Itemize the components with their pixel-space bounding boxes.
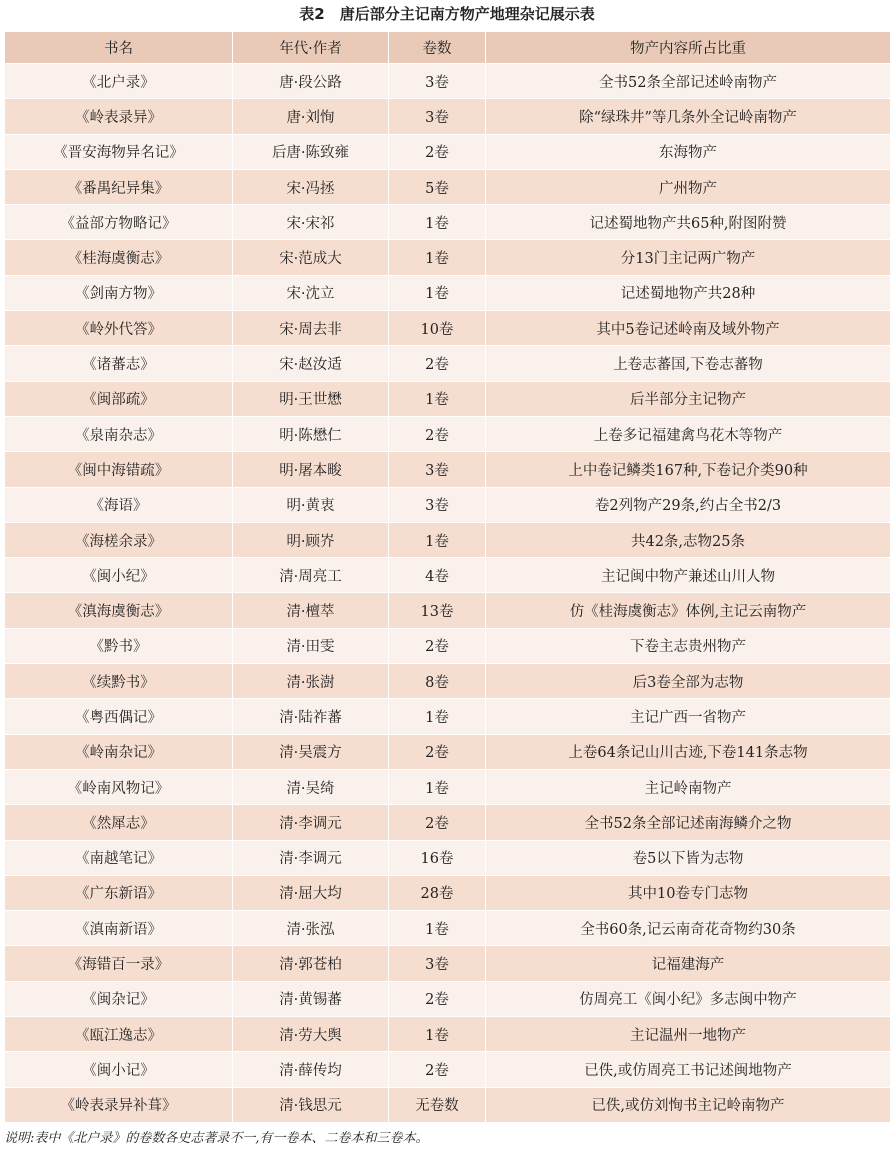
table-body [5, 64, 891, 1123]
book-title-cell: 《桂海虞衡志》 [5, 240, 233, 275]
table-row [5, 664, 891, 699]
header-book-title: 书名 [5, 32, 233, 64]
volumes-cell: 1卷 [389, 911, 486, 946]
table-row [5, 946, 891, 981]
table-row [5, 911, 891, 946]
book-title-cell: 《粤西偶记》 [5, 699, 233, 734]
era-author-cell: 唐·段公路 [233, 64, 389, 99]
volumes-cell: 2卷 [389, 734, 486, 769]
content-cell: 广州物产 [486, 169, 891, 204]
content-cell: 东海物产 [486, 134, 891, 169]
content-cell: 后3卷全部为志物 [486, 664, 891, 699]
table-row [5, 416, 891, 451]
content-cell: 上卷64条记山川古迹,下卷141条志物 [486, 734, 891, 769]
era-author-cell: 清·陆祚蕃 [233, 699, 389, 734]
book-title-cell: 《岭表录异》 [5, 99, 233, 134]
content-cell: 卷2列物产29条,约占全书2/3 [486, 487, 891, 522]
book-title-cell: 《黔书》 [5, 628, 233, 663]
table-row [5, 769, 891, 804]
era-author-cell: 清·吴震方 [233, 734, 389, 769]
volumes-cell: 无卷数 [389, 1087, 486, 1122]
era-author-cell: 清·李调元 [233, 840, 389, 875]
content-cell: 主记岭南物产 [486, 769, 891, 804]
content-cell: 全书60条,记云南奇花奇物约30条 [486, 911, 891, 946]
volumes-cell: 1卷 [389, 275, 486, 310]
era-author-cell: 宋·范成大 [233, 240, 389, 275]
products-table [4, 31, 891, 1123]
era-author-cell: 清·屈大均 [233, 875, 389, 910]
table-caption: 表2 唐后部分主记南方物产地理杂记展示表 [299, 5, 595, 23]
book-title-cell: 《闽杂记》 [5, 981, 233, 1016]
volumes-cell: 8卷 [389, 664, 486, 699]
content-cell: 共42条,志物25条 [486, 522, 891, 557]
book-title-cell: 《滇海虞衡志》 [5, 593, 233, 628]
book-title-cell: 《岭南杂记》 [5, 734, 233, 769]
era-author-cell: 清·田雯 [233, 628, 389, 663]
book-title-cell: 《岭外代答》 [5, 311, 233, 346]
book-title-cell: 《瓯江逸志》 [5, 1017, 233, 1052]
content-cell: 后半部分主记物产 [486, 381, 891, 416]
table-row [5, 875, 891, 910]
era-author-cell: 明·屠本畯 [233, 452, 389, 487]
era-author-cell: 清·周亮工 [233, 558, 389, 593]
volumes-cell: 3卷 [389, 487, 486, 522]
volumes-cell: 2卷 [389, 981, 486, 1016]
table-row [5, 134, 891, 169]
header-content-ratio: 物产内容所占比重 [486, 32, 891, 64]
table-row [5, 452, 891, 487]
era-author-cell: 清·李调元 [233, 805, 389, 840]
table-row [5, 1087, 891, 1122]
volumes-cell: 13卷 [389, 593, 486, 628]
header-volumes: 卷数 [389, 32, 486, 64]
content-cell: 其中5卷记述岭南及域外物产 [486, 311, 891, 346]
volumes-cell: 4卷 [389, 558, 486, 593]
volumes-cell: 1卷 [389, 769, 486, 804]
book-title-cell: 《闽小纪》 [5, 558, 233, 593]
content-cell: 其中10卷专门志物 [486, 875, 891, 910]
content-cell: 已佚,或仿刘恂书主记岭南物产 [486, 1087, 891, 1122]
volumes-cell: 1卷 [389, 522, 486, 557]
book-title-cell: 《然犀志》 [5, 805, 233, 840]
content-cell: 记述蜀地物产共28种 [486, 275, 891, 310]
era-author-cell: 唐·刘恂 [233, 99, 389, 134]
volumes-cell: 2卷 [389, 1052, 486, 1087]
table-row [5, 734, 891, 769]
book-title-cell: 《岭表录异补葺》 [5, 1087, 233, 1122]
volumes-cell: 1卷 [389, 1017, 486, 1052]
era-author-cell: 清·张澍 [233, 664, 389, 699]
volumes-cell: 16卷 [389, 840, 486, 875]
table-row [5, 346, 891, 381]
era-author-cell: 清·黄锡蕃 [233, 981, 389, 1016]
content-cell: 上卷多记福建禽鸟花木等物产 [486, 416, 891, 451]
content-cell: 主记温州一地物产 [486, 1017, 891, 1052]
era-author-cell: 清·薛传均 [233, 1052, 389, 1087]
table-row [5, 1017, 891, 1052]
table-row [5, 275, 891, 310]
table-note: 说明:表中《北户录》的卷数各史志著录不一,有一卷本、二卷本和三卷本。 [4, 1131, 429, 1146]
volumes-cell: 10卷 [389, 311, 486, 346]
era-author-cell: 清·劳大舆 [233, 1017, 389, 1052]
content-cell: 仿周亮工《闽小纪》多志闽中物产 [486, 981, 891, 1016]
volumes-cell: 1卷 [389, 240, 486, 275]
book-title-cell: 《闽小记》 [5, 1052, 233, 1087]
book-title-cell: 《诸蕃志》 [5, 346, 233, 381]
table-row [5, 840, 891, 875]
book-title-cell: 《闽中海错疏》 [5, 452, 233, 487]
table-row [5, 981, 891, 1016]
era-author-cell: 宋·周去非 [233, 311, 389, 346]
content-cell: 记福建海产 [486, 946, 891, 981]
volumes-cell: 2卷 [389, 134, 486, 169]
table-row [5, 805, 891, 840]
book-title-cell: 《番禺纪异集》 [5, 169, 233, 204]
volumes-cell: 5卷 [389, 169, 486, 204]
table-row [5, 205, 891, 240]
table-row [5, 169, 891, 204]
era-author-cell: 清·檀萃 [233, 593, 389, 628]
content-cell: 分13门主记两广物产 [486, 240, 891, 275]
volumes-cell: 1卷 [389, 205, 486, 240]
book-title-cell: 《海错百一录》 [5, 946, 233, 981]
book-title-cell: 《闽部疏》 [5, 381, 233, 416]
book-title-cell: 《岭南风物记》 [5, 769, 233, 804]
volumes-cell: 3卷 [389, 64, 486, 99]
volumes-cell: 3卷 [389, 452, 486, 487]
content-cell: 上中卷记鳞类167种,下卷记介类90种 [486, 452, 891, 487]
era-author-cell: 明·顾岕 [233, 522, 389, 557]
content-cell: 除“绿珠井”等几条外全记岭南物产 [486, 99, 891, 134]
content-cell: 全书52条全部记述南海鳞介之物 [486, 805, 891, 840]
table-row [5, 311, 891, 346]
book-title-cell: 《海槎余录》 [5, 522, 233, 557]
volumes-cell: 28卷 [389, 875, 486, 910]
book-title-cell: 《续黔书》 [5, 664, 233, 699]
book-title-cell: 《南越笔记》 [5, 840, 233, 875]
content-cell: 主记广西一省物产 [486, 699, 891, 734]
volumes-cell: 2卷 [389, 805, 486, 840]
table-row [5, 522, 891, 557]
book-title-cell: 《益部方物略记》 [5, 205, 233, 240]
era-author-cell: 明·陈懋仁 [233, 416, 389, 451]
table-row [5, 699, 891, 734]
era-author-cell: 宋·赵汝适 [233, 346, 389, 381]
table-row [5, 487, 891, 522]
volumes-cell: 2卷 [389, 416, 486, 451]
book-title-cell: 《泉南杂志》 [5, 416, 233, 451]
table-row [5, 64, 891, 99]
era-author-cell: 宋·沈立 [233, 275, 389, 310]
table-row [5, 99, 891, 134]
era-author-cell: 宋·冯拯 [233, 169, 389, 204]
era-author-cell: 后唐·陈致雍 [233, 134, 389, 169]
content-cell: 上卷志蕃国,下卷志蕃物 [486, 346, 891, 381]
volumes-cell: 2卷 [389, 346, 486, 381]
volumes-cell: 1卷 [389, 699, 486, 734]
content-cell: 仿《桂海虞衡志》体例,主记云南物产 [486, 593, 891, 628]
content-cell: 记述蜀地物产共65种,附图附赞 [486, 205, 891, 240]
book-title-cell: 《滇南新语》 [5, 911, 233, 946]
content-cell: 下卷主志贵州物产 [486, 628, 891, 663]
table-header-row [5, 32, 891, 64]
volumes-cell: 2卷 [389, 628, 486, 663]
book-title-cell: 《晋安海物异名记》 [5, 134, 233, 169]
content-cell: 卷5以下皆为志物 [486, 840, 891, 875]
era-author-cell: 清·郭苍柏 [233, 946, 389, 981]
table-row [5, 593, 891, 628]
era-author-cell: 清·张泓 [233, 911, 389, 946]
header-era-author: 年代·作者 [233, 32, 389, 64]
era-author-cell: 清·吴绮 [233, 769, 389, 804]
table-row [5, 240, 891, 275]
era-author-cell: 明·黄衷 [233, 487, 389, 522]
content-cell: 已佚,或仿周亮工书记述闽地物产 [486, 1052, 891, 1087]
table-row [5, 558, 891, 593]
content-cell: 主记闽中物产兼述山川人物 [486, 558, 891, 593]
volumes-cell: 3卷 [389, 99, 486, 134]
era-author-cell: 明·王世懋 [233, 381, 389, 416]
content-cell: 全书52条全部记述岭南物产 [486, 64, 891, 99]
era-author-cell: 宋·宋祁 [233, 205, 389, 240]
table-row [5, 1052, 891, 1087]
volumes-cell: 3卷 [389, 946, 486, 981]
volumes-cell: 1卷 [389, 381, 486, 416]
book-title-cell: 《北户录》 [5, 64, 233, 99]
era-author-cell: 清·钱思元 [233, 1087, 389, 1122]
table-row [5, 628, 891, 663]
book-title-cell: 《海语》 [5, 487, 233, 522]
book-title-cell: 《剑南方物》 [5, 275, 233, 310]
book-title-cell: 《广东新语》 [5, 875, 233, 910]
table-row [5, 381, 891, 416]
